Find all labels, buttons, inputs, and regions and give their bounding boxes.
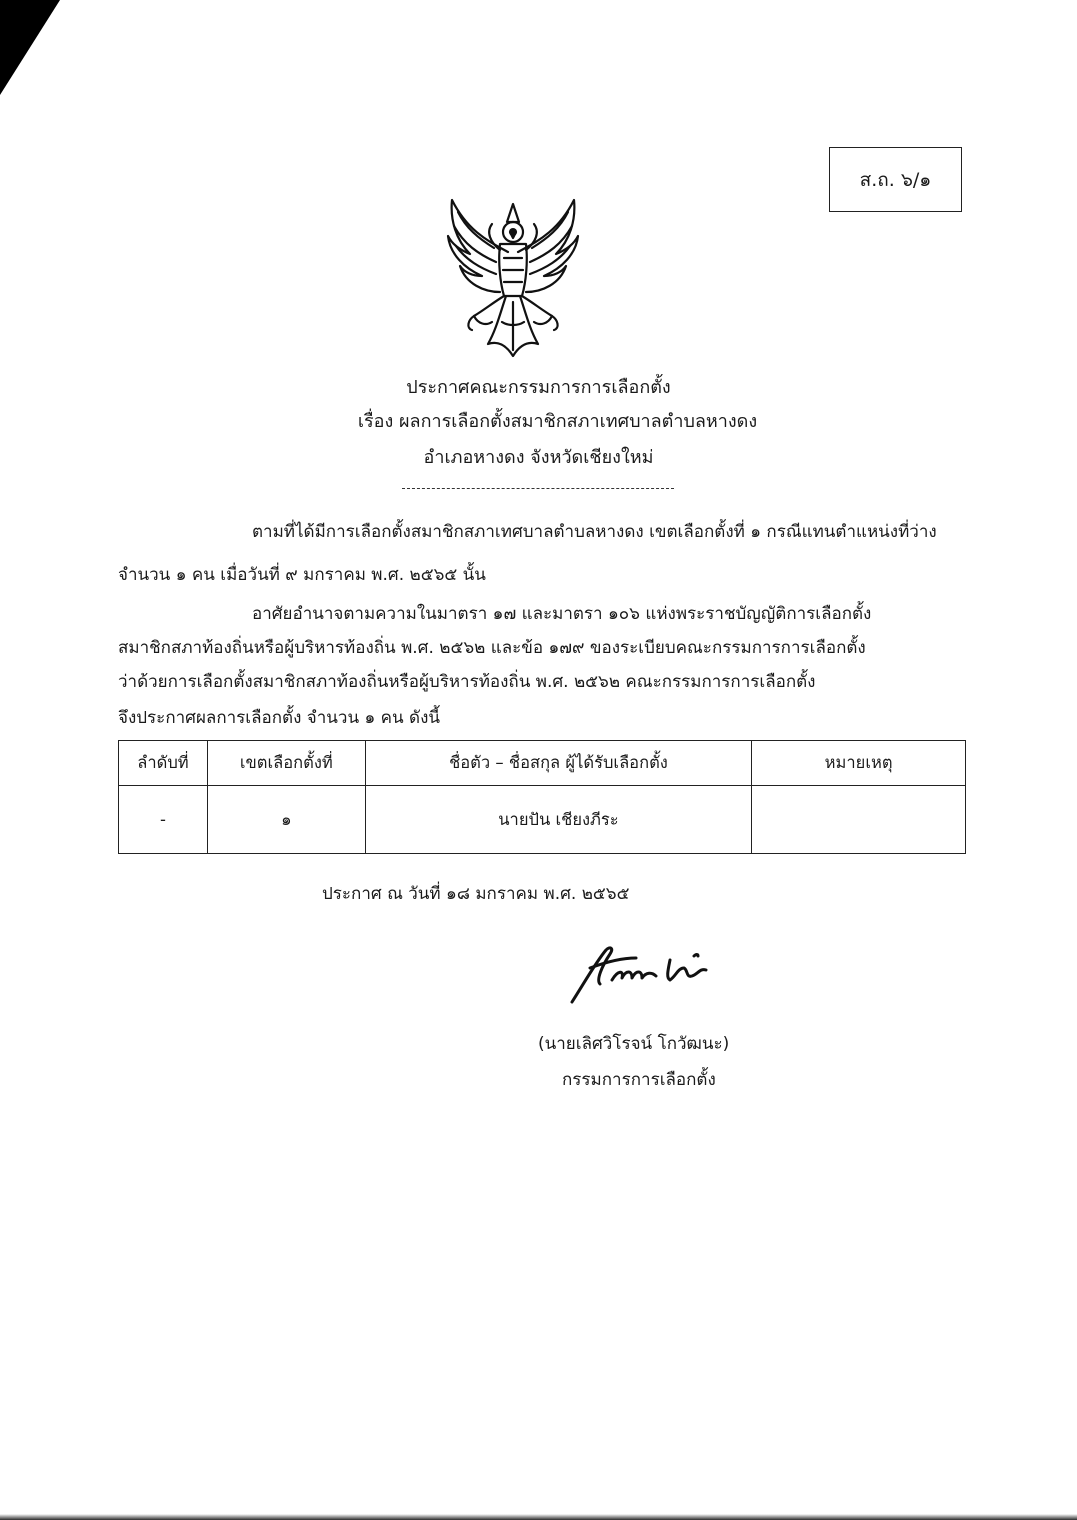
body-paragraph-2-line-4: จึงประกาศผลการเลือกตั้ง จำนวน ๑ คน ดังนี้ <box>118 708 441 728</box>
heading-line-3: อำเภอหางดง จังหวัดเชียงใหม่ <box>423 447 654 468</box>
table-header-row <box>119 741 966 786</box>
handwritten-signature <box>566 940 726 1010</box>
announcement-date: ประกาศ ณ วันที่ ๑๘ มกราคม พ.ศ. ๒๕๖๕ <box>322 884 630 904</box>
body-paragraph-2-line-3: ว่าด้วยการเลือกตั้งสมาชิกสภาท้องถิ่นหรือผู้บริหารท้องถิ่น พ.ศ. ๒๕๖๒ คณะกรรมการการเลือกตั้ง <box>118 672 816 692</box>
signer-name: (นายเลิศวิโรจน์ โกวัฒนะ) <box>538 1034 730 1054</box>
cell-order: - <box>119 786 208 854</box>
table-row <box>119 786 966 854</box>
cell-name: นายปัน เชียงภีระ <box>365 786 751 854</box>
header-remarks: หมายเหตุ <box>752 741 966 786</box>
header-district: เขตเลือกตั้งที่ <box>207 741 365 786</box>
election-results-table <box>118 740 966 854</box>
body-paragraph-1-line-2: จำนวน ๑ คน เมื่อวันที่ ๙ มกราคม พ.ศ. ๒๕๖๕ นั้น <box>118 565 486 585</box>
body-paragraph-2-line-2: สมาชิกสภาท้องถิ่นหรือผู้บริหารท้องถิ่น พ.ศ. ๒๕๖๒ และข้อ ๑๗๙ ของระเบียบคณะกรรมการการเลือกตั้ง <box>118 638 866 658</box>
signer-position: กรรมการการเลือกตั้ง <box>562 1070 716 1090</box>
header-order: ลำดับที่ <box>119 741 208 786</box>
scan-corner-shadow <box>0 0 60 95</box>
header-name: ชื่อตัว – ชื่อสกุล ผู้ได้รับเลือกตั้ง <box>365 741 751 786</box>
cell-district: ๑ <box>207 786 365 854</box>
heading-divider <box>402 488 674 489</box>
body-paragraph-2-line-1: อาศัยอำนาจตามความในมาตรา ๑๗ และมาตรา ๑๐๖ แห่งพระราชบัญญัติการเลือกตั้ง <box>252 604 872 624</box>
form-code-box <box>829 147 962 212</box>
body-paragraph-1-line-1: ตามที่ได้มีการเลือกตั้งสมาชิกสภาเทศบาลตำบลหางดง เขตเลือกตั้งที่ ๑ กรณีแทนตำแหน่งที่ว่าง <box>252 522 937 542</box>
form-code-label: ส.ถ. ๖/๑ <box>859 168 932 191</box>
heading-line-1: ประกาศคณะกรรมการการเลือกตั้ง <box>406 377 671 398</box>
garuda-emblem-icon <box>438 192 588 362</box>
heading-line-2: เรื่อง ผลการเลือกตั้งสมาชิกสภาเทศบาลตำบลหางดง <box>357 411 758 432</box>
cell-remarks <box>752 786 966 854</box>
scan-bottom-edge <box>0 1514 1077 1520</box>
